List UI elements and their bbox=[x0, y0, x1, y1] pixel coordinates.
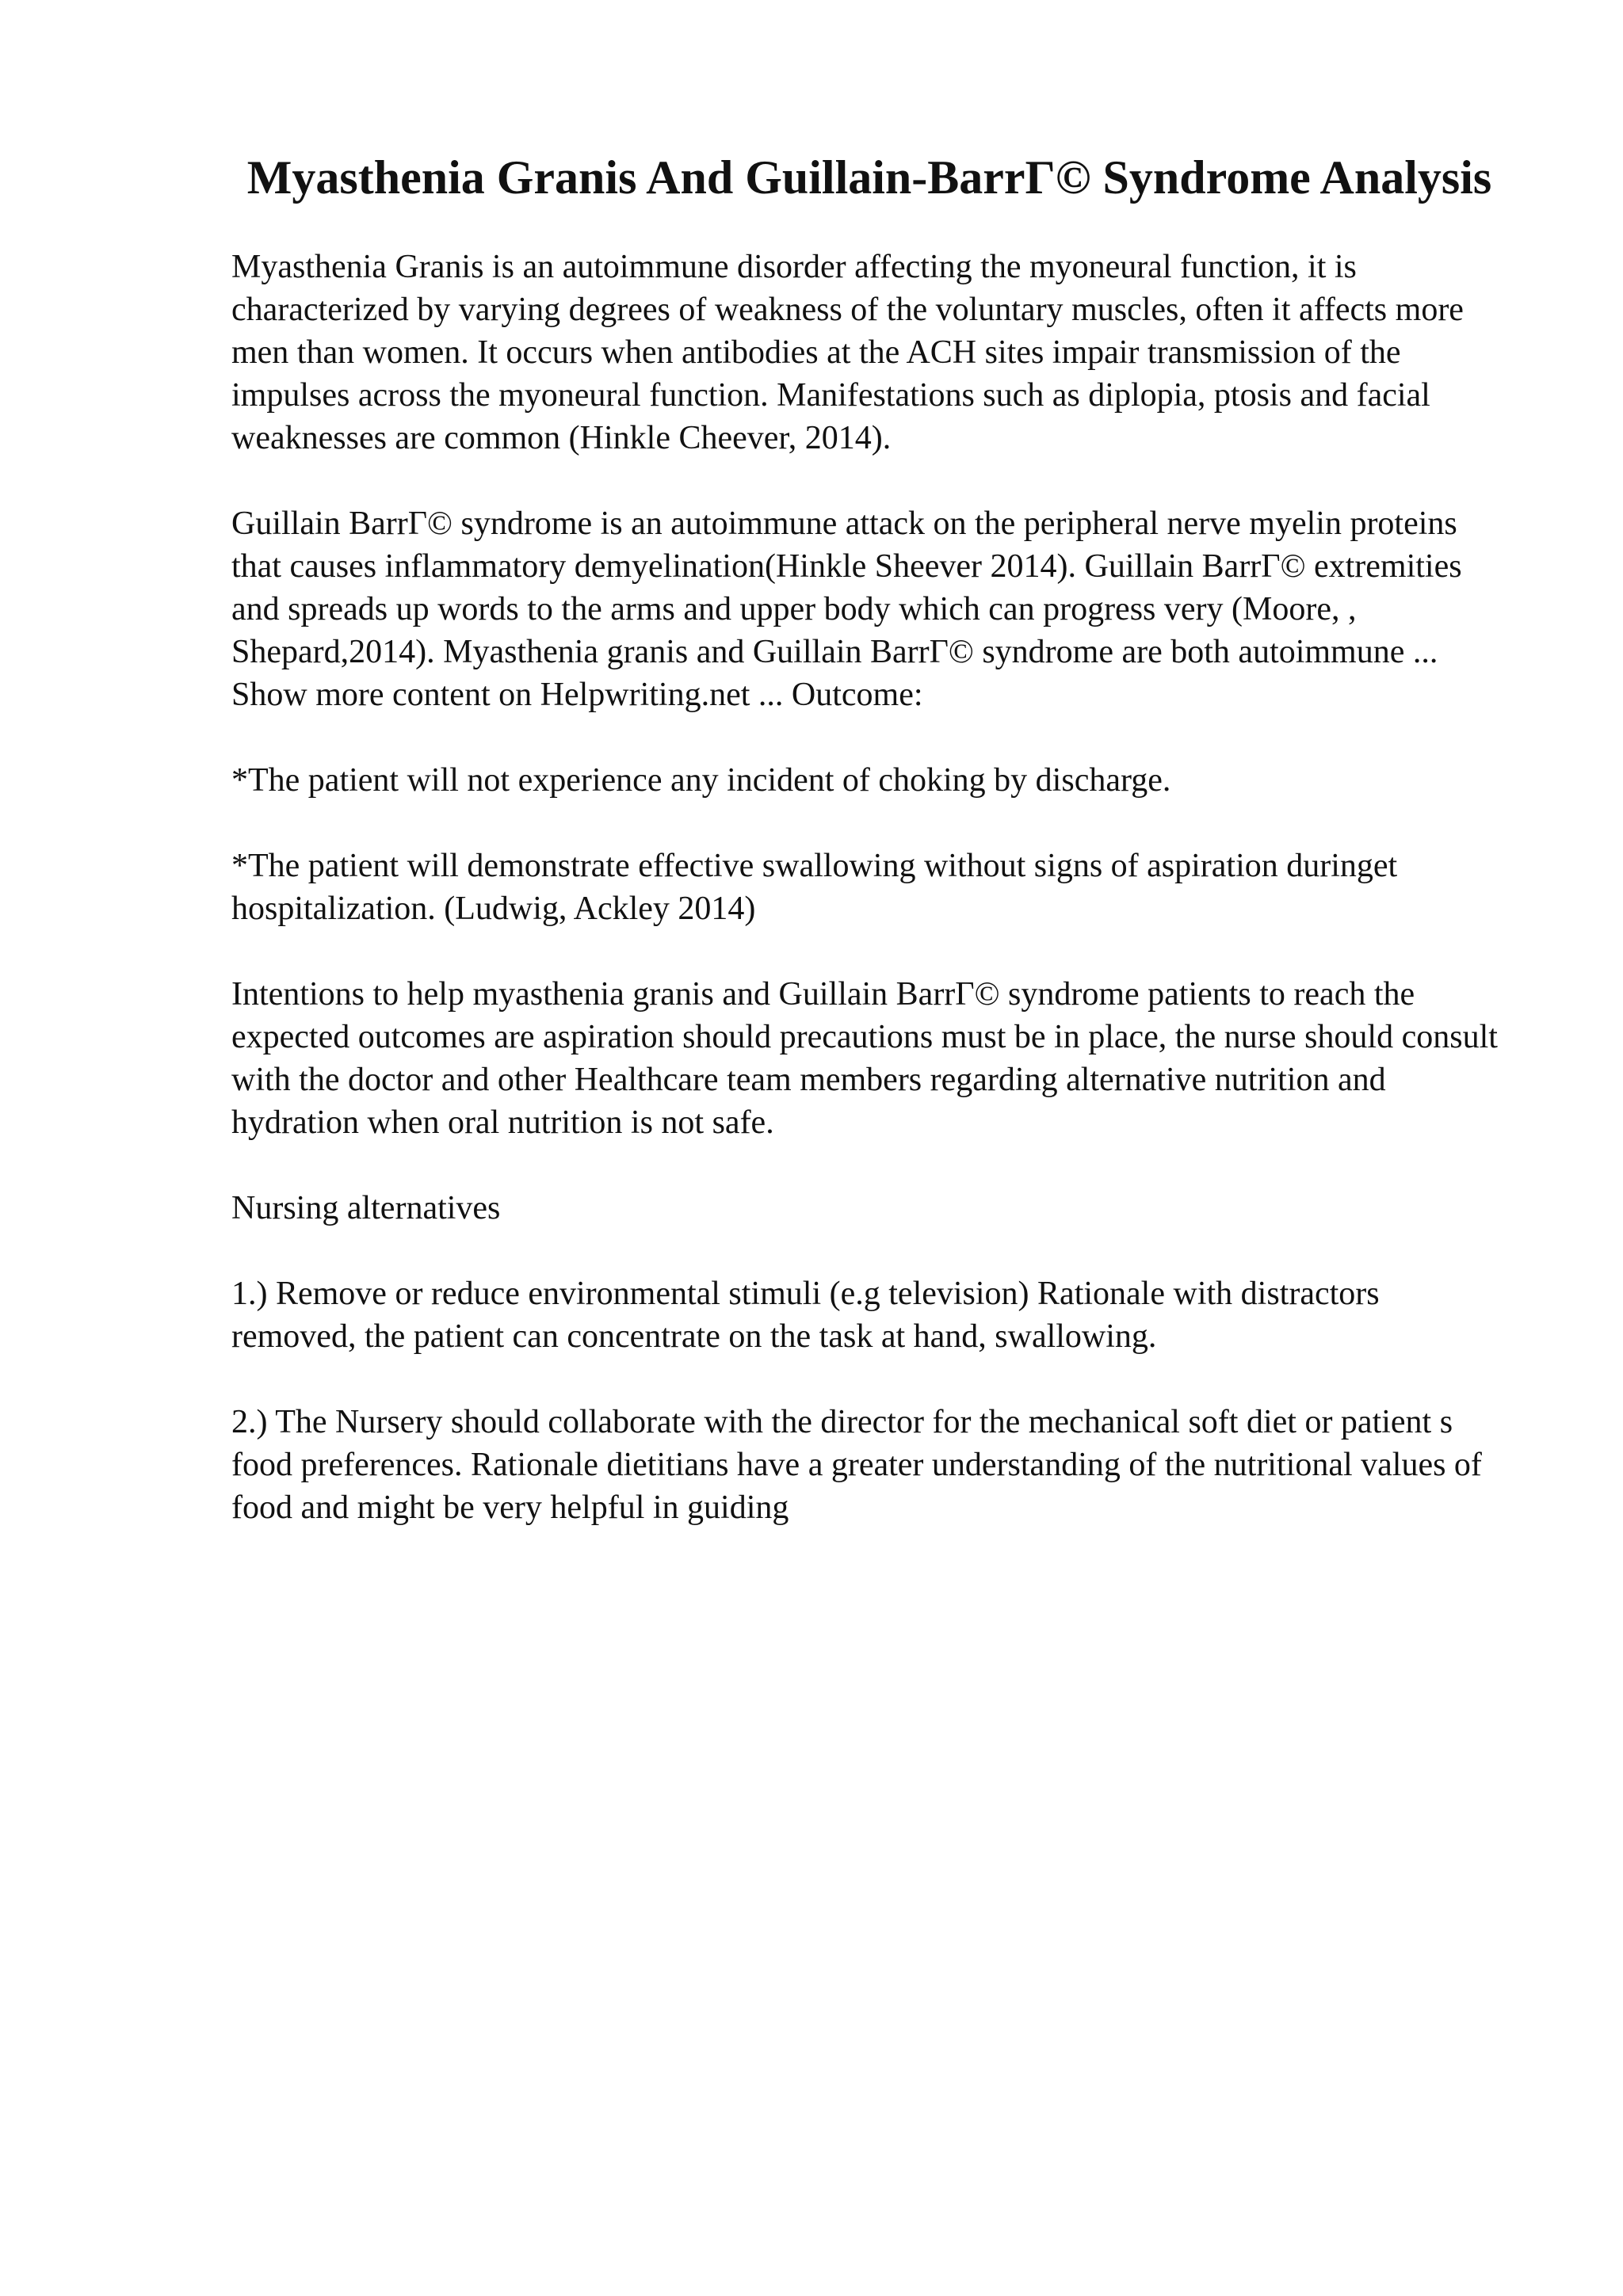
paragraph-alternative-2: 2.) The Nursery should collaborate with the director for the mechanical soft diet or patient s food preferences. Rationale dietitians have a greater understanding of the nutritional values of food and might be very helpful in guiding bbox=[231, 1404, 1482, 1526]
paragraph-outcome-swallowing: *The patient will demonstrate effective swallowing without signs of aspiration duringet hospitalization. (Ludwig, Ackley 2014) bbox=[231, 848, 1398, 927]
paragraph-nursing-alternatives-heading: Nursing alternatives bbox=[231, 1190, 501, 1226]
document-body bbox=[231, 149, 1507, 1529]
paragraph-intentions: Intentions to help myasthenia granis and Guillain BarrГ© syndrome patients to reach the expected outcomes are aspiration should precautions must be in place, the nurse should consult with the doctor and other Healthcare team members regarding alternative nutrition and hydration when oral nutrition is not safe. bbox=[231, 976, 1498, 1141]
paragraph-guillain-barre: Guillain BarrГ© syndrome is an autoimmune attack on the peripheral nerve myelin proteins that causes inflammatory demyelination(Hinkle Sheever 2014). Guillain BarrГ© extremities and spreads up words to the arms and upper body which can progress very (Moore, , Shepard,2014). Myasthenia granis and Guillain BarrГ© syndrome are both autoimmune ... Show more content on Helpwriting.net ... Outcome: bbox=[231, 505, 1462, 713]
paragraph-intro-myasthenia: Myasthenia Granis is an autoimmune disorder affecting the myoneural function, it is characterized by varying degrees of weakness of the voluntary muscles, often it affects more men than women. It occurs when antibodies at the ACH sites impair transmission of the impulses across the myoneural function. Manifestations such as diplopia, ptosis and facial weaknesses are common (Hinkle Cheever, 2014). bbox=[231, 249, 1464, 456]
document-title: Myasthenia Granis And Guillain-BarrГ© Syndrome Analysis bbox=[246, 151, 1492, 204]
paragraph-outcome-choking: *The patient will not experience any incident of choking by discharge. bbox=[231, 762, 1171, 799]
paragraph-alternative-1: 1.) Remove or reduce environmental stimuli (e.g television) Rationale with distractors removed, the patient can concentrate on the task at hand, swallowing. bbox=[231, 1276, 1380, 1355]
